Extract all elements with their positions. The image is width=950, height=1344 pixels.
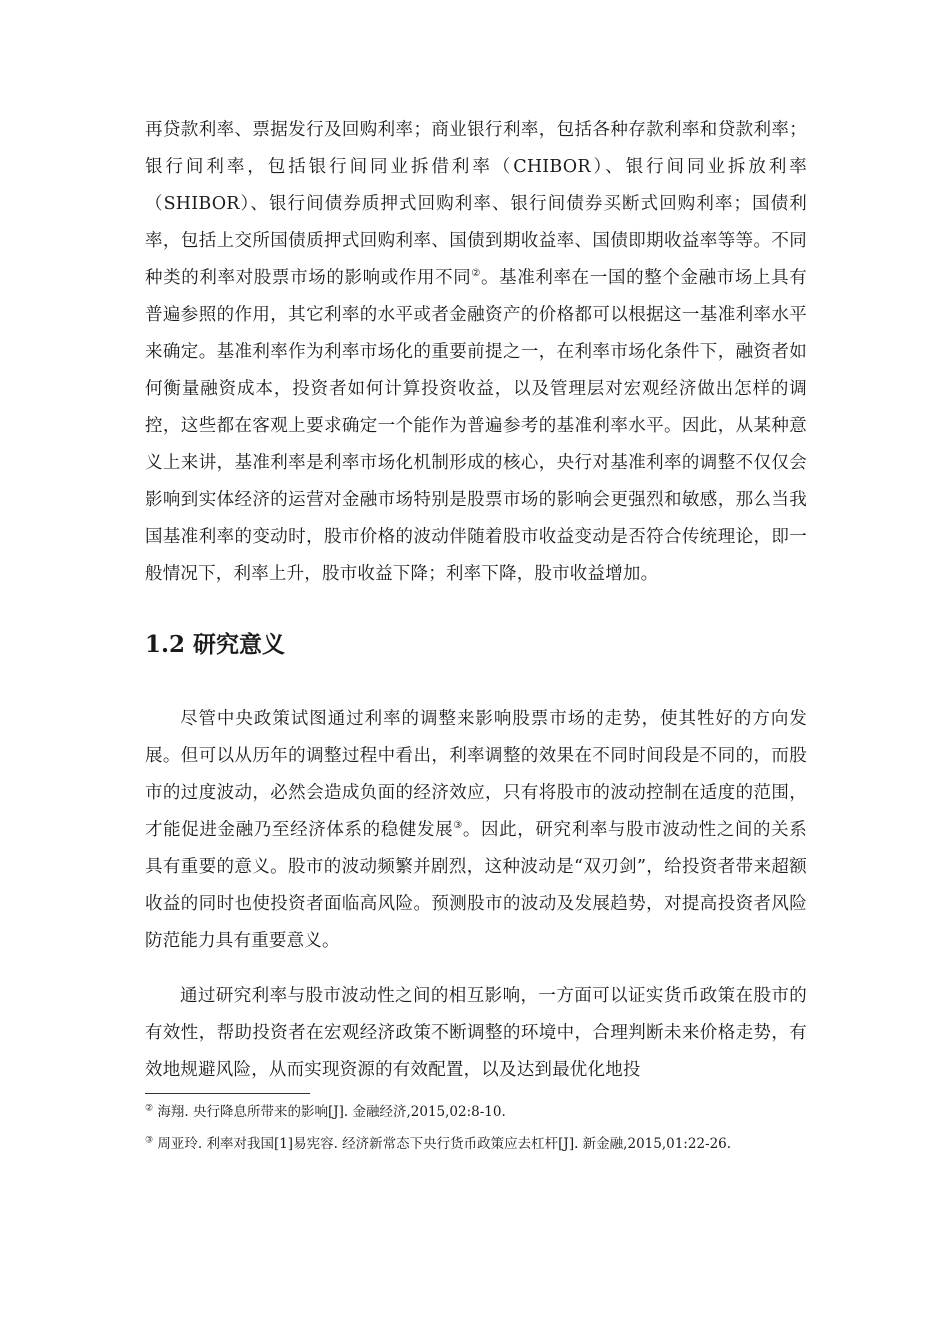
footnote-3 [145,1132,807,1156]
footnote-2 [145,1100,807,1124]
body-paragraph-3: 通过研究利率与股市波动性之间的相互影响，一方面可以证实货币政策在股市的有效性，帮助投资者在宏观经济政策不断调整的环境中，合理判断未来价格走势，有效地规避风险，从而实现资源的有效配置，以及达到最优化地投 [145,986,807,1080]
body-paragraph-1 [145,112,807,593]
footnote-ref-3[interactable]: ③ [453,820,463,832]
document-page [145,112,807,1164]
footnote-divider [145,1093,310,1094]
paragraph-text: 再贷款利率、票据发行及回购利率；商业银行利率，包括各种存款利率和贷款利率；银行间利率，包括银行间同业拆借利率（CHIBOR）、银行间同业拆放利率（SHIBOR）、银行间债券质押式回购利率、银行间债券买断式回购利率；国债利率，包括上交所国债质押式回购利率、国债到期收益率、国债即期收益率等等。不同种类的利率对股票市场的影响或作用不同 [145,120,807,288]
body-paragraph-2 [145,701,807,960]
paragraph-text: 。基准利率在一国的整个金融市场上具有普遍参照的作用，其它利率的水平或者金融资产的价格都可以根据这一基准利率水平来确定。基准利率作为利率市场化的重要前提之一，在利率市场化条件下，融资者如何衡量融资成本，投资者如何计算投资收益，以及管理层对宏观经济做出怎样的调控，这些都在客观上要求确定一个能作为普遍参考的基准利率水平。因此，从某种意义上来讲，基准利率是利率市场化机制形成的核心，央行对基准利率的调整不仅仅会影响到实体经济的运营对金融市场特别是股票市场的影响会更强烈和敏感，那么当我国基准利率的变动时，股市价格的波动伴随着股市收益变动是否符合传统理论，即一般情况下，利率上升，股市收益下降；利率下降，股市收益增加。 [145,268,807,584]
footnote-text: 海翔. 央行降息所带来的影响[J]. 金融经济,2015,02:8-10. [153,1104,506,1120]
paragraph-text: 。因此，研究利率与股市波动性之间的关系具有重要的意义。股市的波动频繁并剧烈，这种波动是“双刃剑”，给投资者带来超额收益的同时也使投资者面临高风险。预测股市的波动及发展趋势，对提高投资者风险防范能力具有重要意义。 [145,820,807,951]
footnote-text: 周亚玲. 利率对我国[1]易宪容. 经济新常态下央行货币政策应去杠杆[J]. 新金融,2015,01:22-26. [153,1136,732,1152]
section-heading: 1.2 研究意义 [145,631,286,658]
footnote-ref-2[interactable]: ② [471,268,482,280]
footnote-mark: ② [145,1103,154,1114]
paragraph-text: 尽管中央政策试图通过利率的调整来影响股票市场的走势，使其牲好的方向发展。但可以从历年的调整过程中看出，利率调整的效果在不同时间段是不同的，而股市的过度波动，必然会造成负面的经济效应，只有将股市的波动控制在适度的范围，才能促进金融乃至经济体系的稳健发展 [145,709,807,840]
paragraph-gap [145,960,807,978]
footnote-mark: ③ [145,1135,154,1146]
